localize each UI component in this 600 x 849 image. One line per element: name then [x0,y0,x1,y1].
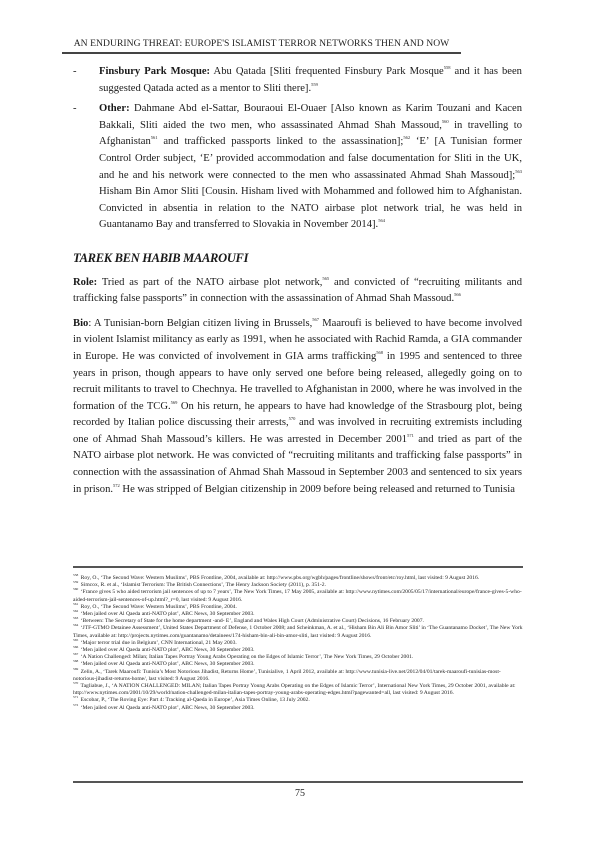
footnote-ref[interactable]: 565 [322,275,330,281]
text-run: Dahmane Abd el-Sattar, Bouraoui El-Ouaer [Also known as Karim Touzani and Kacen Bakkali, Sliti aided the two men, who assassinated Ahmad Shah Massoud, [99,103,522,131]
footnote-number: 560 [73,587,79,592]
text-run: and tried as part of the NATO airbase plot network. He was convicted of “recruiting militants and trafficking false passports” in connection with the assassination of Ahmad Shah Massoud in September 2003 and sentenced to six years in prison. [73,433,523,495]
footnote-text: Zelin, A., ‘Tarek Maaroufi: Tunisia’s Most Notorious Jihadist, Returns Home’, Tunisialive, 1 April 2012, available at: http://www.tunisia-live.net/2012/04/01/tarek-maaroufi-tunisias-most-notorious-jihadist-returns-home/, last visited: 9 August 2016. [73,668,501,682]
footnote-text: ‘France gives 5 who aided terrorism jail sentences of up to 7 years’, The New York Times, 17 May 2005, available at: http://www.nytimes.com/2005/05/17/international/europe/france-gives-5-who-aided-terrorism-jail-sentences-of-up.html?_r=0, last visited: 9 August 2016. [73,589,522,603]
footnote-number: 570 [73,681,79,686]
bullet-other [73,101,522,234]
bullet-dash: - [73,103,77,115]
bullet-label: Other: [99,103,130,115]
footnote-text: ‘Men jailed over Al Qaeda anti-NATO plot’, ABC News, 30 September 2003. [79,704,255,711]
footnote-number: 558 [73,573,79,577]
footnote-text: Roy, O., ‘The Second Wave: Western Muslims’, PBS Frontline, 2004, available at: http://www.pbs.org/wgbh/pages/frontline/shows/front/etc/roy.html, last visited: 9 August 2016. [79,575,480,581]
text-run: Tried as part of the NATO airbase plot network, [97,276,323,288]
footnote-text: Simcox, R. et al., ‘Islamist Terrorism: The British Connections’, The Henry Jackson Society (2011), p. 351-2. [79,582,326,589]
footer-rule [73,781,523,783]
footnote-number: 563 [73,616,79,621]
footnote-text: Tagliabue, J., ‘A NATION CHALLENGED: MILAN; Italian Tapes Portray Young Arabs Operating on the Edges of Islamic Terror’, International New York Times, 29 October 2001, available at: http://www.nytimes.com/2001/10/29/world/nation-challenged-milan-italian-tapes-portray-young-arabs-operating-edges.html?pagewanted=all, last visited: 9 August 2016. [73,683,516,697]
footnote-number: 568 [73,659,79,664]
text-run: and trafficked passports linked to the assassination]; [157,136,404,148]
footnote-number: 572 [73,702,79,707]
footnote-number: 562 [73,609,79,614]
footnote-ref[interactable]: 562 [403,135,411,141]
text-run: in 1995 and sentenced to three years in prison, though appears to have only served one before being released, allegedly going on to recruit militants to travel to Chechnya. He travelled to Afghanistan in 2000, where he was involved in the formation of the TCG. [73,350,522,412]
text-run: He was stripped of Belgian citizenship in 2009 before being released and returned to Tunisia [119,483,515,495]
footnote-ref[interactable]: 569 [170,399,178,405]
running-header: AN ENDURING THREAT: EUROPE'S ISLAMIST TERROR NETWORKS THEN AND NOW [73,38,450,49]
page-number: 75 [295,788,305,799]
text-run: ‘E’ [A Tunisian former Control Order subject, ‘E’ provided accommodation and false documentation for Sliti in the UK, and he and his network were connected to the men who assassinated Ahmad Shah Massoud]; [99,136,522,181]
role-paragraph [73,275,522,308]
section-title: TAREK BEN HABIB MAAROUFI [73,250,249,265]
footnote-ref[interactable]: 559 [311,81,318,87]
footnote-ref[interactable]: 572 [113,482,120,488]
footnote-ref[interactable]: 570 [288,416,296,422]
footnote-text: ‘Between: The Secretary of State for the home department -and- E’, England and Wales High Court (Administrative Court) Decisions, 16 February 2007. [79,618,424,625]
text-run: Maaroufi is believed to have become involved in violent Islamist militancy as early as 1991, when he associated with Rachid Ramda, a GIA commander in Europe. He was convicted of involvement in GIA arms trafficking [73,317,522,362]
footnote-number: 564 [73,623,79,628]
footnote-number: 566 [73,645,79,650]
footnote-ref[interactable]: 567 [312,316,320,322]
footnote-text: ‘Men jailed over Al Qaeda anti-NATO plot’, ABC News, 30 September 2003. [79,647,255,654]
footnote-ref[interactable]: 564 [378,218,385,224]
footnote [73,589,523,603]
footnote [73,625,523,639]
footnote-ref[interactable]: 563 [515,168,522,174]
footnote-ref[interactable]: 566 [454,292,461,298]
footnote-text: Roy, O., ‘The Second Wave: Western Muslims’, PBS Frontline, 2004. [79,603,237,610]
text-run: : A Tunisian-born Belgian citizen living in Brussels, [88,317,313,329]
bio-paragraph [73,316,522,499]
footnote-number: 571 [73,695,79,700]
footnote-separator [73,566,523,568]
footnote [73,697,523,704]
footnote-text: ‘A Nation Challenged: Milan; Italian Tapes Portray Young Arabs Operating on the Edges of Islamic Terror’, The New York Times, 29 October 2001. [79,654,414,661]
footnote-ref[interactable]: 571 [407,432,414,438]
footnote [73,702,523,712]
footnote-text: ‘Major terror trial due in Belgium’, CNN International, 21 May 2003. [79,639,237,646]
text-run: On his return, he appears to have had knowledge of the Strasbourg plot, being recorded by Italian police discussing their arrests, [73,400,522,429]
footnote-text: ‘Men jailed over Al Qaeda anti-NATO plot’, ABC News, 30 September 2003. [79,661,255,668]
footnote-number: 565 [73,637,79,642]
footnotes-list [73,575,523,712]
footnote-number: 559 [73,580,79,585]
footnote-ref[interactable]: 558 [443,65,451,70]
header-rule [62,52,461,54]
text-run: Hisham Bin Amor Sliti [Cousin. Hisham lived with Mohammed and followed him to Afghanistan. Convicted in absentia in relation to the NATO airbase plot network trial, he was held in Guantanamo Bay and transferred to Slovakia in November 2014]. [99,186,522,231]
bullet-finsbury-park-mosque [73,64,522,97]
bio-label: Bio [73,317,89,329]
text-run: and it has been suggested Qatada acted as a mentor to Sliti there]. [99,66,522,94]
footnote-ref[interactable]: 568 [376,349,384,355]
footnote-number: 569 [73,666,79,671]
bio-body [73,318,522,495]
role-body [73,277,522,305]
text-run: and was involved in recruiting extremists including one of Ahmad Shah Massoud’s killers. He was arrested in December 2001 [73,417,522,445]
main-content [73,64,522,506]
footnote-text: ‘JTF-GTMO Detainee Assessment’, United States Department of Defense, 1 October 2008; and Scheinkman, A. et al., ‘Hisham Bin Ali Bin Amor Sliti’ in ‘The Guantanamo Docket’, The New York Times, available at: http://projects.nytimes.com/guantanamo/detainees/174-hisham-bin-ali-bin-amor-sliti, last visited: 9 August 2016. [73,625,523,639]
footnote-number: 567 [73,652,79,657]
text-run: in travelling to Afghanistan [99,119,522,148]
bullet-body [99,103,522,230]
footnote-ref[interactable]: 560 [441,118,449,124]
footnote [73,661,523,668]
text-run: Abu Qatada [Sliti frequented Finsbury Park Mosque [210,66,444,77]
footnote-text: ‘Men jailed over Al Qaeda anti-NATO plot’, ABC News, 30 September 2003. [79,611,255,618]
footnote-ref[interactable]: 561 [150,135,158,141]
bullet-dash: - [73,66,77,77]
text-run: and convicted of “recruiting militants and trafficking false passports” in connection with the assassination of Ahmad Shah Massoud. [73,276,523,305]
role-label: Role: [73,276,98,288]
bullet-label: Finsbury Park Mosque: [99,66,211,77]
footnote-number: 561 [73,601,79,606]
footnote-text: Escobar, P., ‘The Roving Eye: Part 4: Tracking al-Qaeda in Europe’, Asia Times Online, 13 July 2002. [79,697,310,704]
